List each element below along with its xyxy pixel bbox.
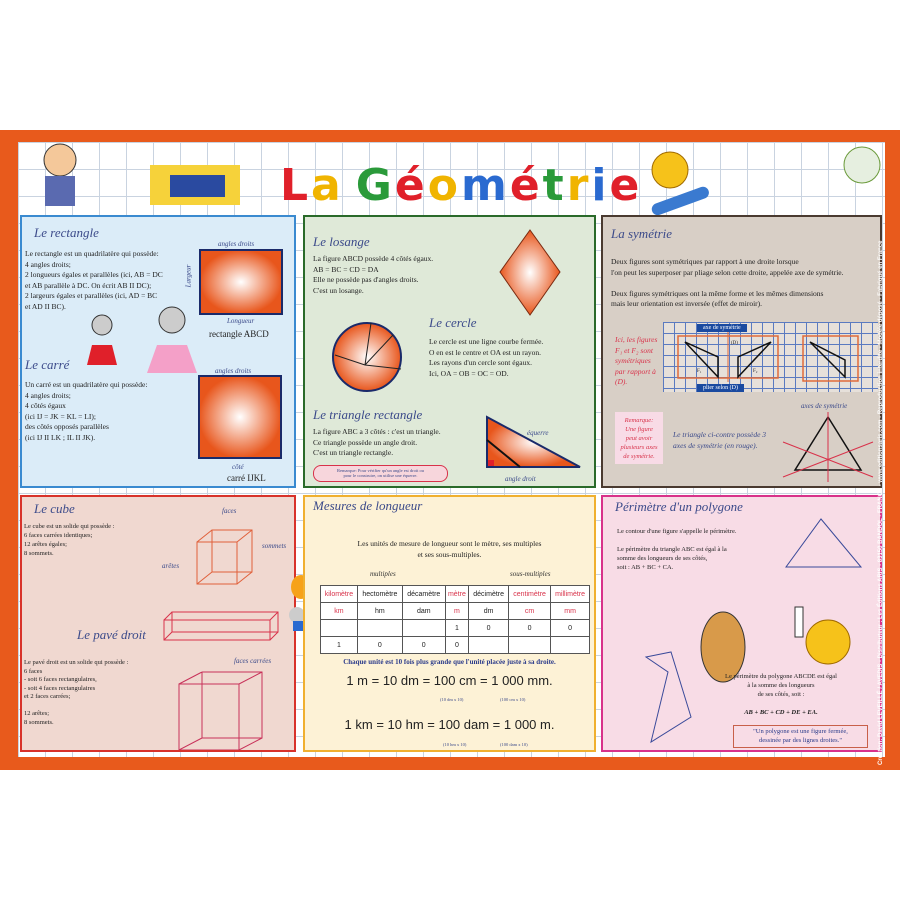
polygon-abcde-figure xyxy=(641,647,721,747)
rule-text: Chaque unité est 10 fois plus grande que l'unité placée juste à sa droite. xyxy=(343,658,556,666)
label-d: (D) xyxy=(731,341,738,346)
triangle-text: La figure ABC a 3 côtés : c'est un triangle. Ce triangle possède un angle droit. C'est un triangle rectangle. xyxy=(313,427,441,457)
cercle-text: Le cercle est une ligne courbe fermée. O en est le centre et OA est un rayon. Les rayons d'un cercle sont égaux. Ici, OA = OB = OC = OD. xyxy=(429,337,544,378)
heading-triangle-rectangle: Le triangle rectangle xyxy=(313,407,423,422)
heading-rectangle: Le rectangle xyxy=(34,225,99,240)
units-table xyxy=(320,585,590,654)
table-row-abbr: km hm dam m dm cm mm xyxy=(321,603,590,620)
panel-perimetre xyxy=(601,495,882,752)
label-axes-symetrie: axes de symétrie xyxy=(801,402,848,410)
businessman-illustration xyxy=(44,144,76,206)
panel-mesures xyxy=(303,495,596,752)
symetrie-text: Deux figures sont symétriques par rapport à une droite lorsque l'on peut les superposer par pliage selon cette droite, appelée axe de symétrie. Deux figures symétriques ont la même forme et les mêmes dimensions mais leur orientation est inversée (effet de miroir). xyxy=(611,257,844,308)
heading-mesures: Mesures de longueur xyxy=(313,498,423,513)
remark-symetrie: Remarque: Une figure peut avoir plusieurs axes de symétrie. xyxy=(615,412,663,464)
square-figure xyxy=(197,372,287,462)
polygone-text: Le périmètre du polygone ABCDE est égal à la somme des longueurs de ses côtés, soit : AB + BC + CD + DE + EA. xyxy=(725,673,837,716)
label-faces-carrees: faces carrées xyxy=(234,657,272,665)
smiley-skateboard-illustration xyxy=(650,152,710,217)
label-cote: côté xyxy=(232,463,244,471)
perimetre-text: Le contour d'une figure s'appelle le périmètre. Le périmètre du triangle ABC est égal à la somme des longueurs de ses côtés, soit : AB + BC + CA. xyxy=(617,528,737,571)
square-prism-figure xyxy=(177,672,267,752)
pave-text: Le pavé droit est un solide qui possède : 6 faces - soit 6 faces rectangulaires, - soit 4 faces rectangulaires et 2 faces carrées; 12 arêtes; 8 sommets. xyxy=(24,659,129,726)
label-aretes: arêtes xyxy=(162,562,180,570)
label-f2: F₂ xyxy=(753,369,758,374)
credits-vertical-text: Création: David LEVEILLÉ / AVEDIS - Distributeur : Les Éditions ARIS - 83150 BANDOL - FRANCE - www.editionsaris.com - Reproduction interdite - Modèle déposé - Fabriqué en France xyxy=(878,240,884,765)
equation-kilometre: 1 km = 10 hm = 100 dam = 1 000 m. xyxy=(344,717,555,732)
note-eq1-b: (100 cm x 10) xyxy=(500,697,526,702)
heading-cercle: Le cercle xyxy=(429,315,477,330)
note-eq2-b: (100 dam x 10) xyxy=(500,742,528,747)
panel-symetrie xyxy=(601,215,882,488)
triangle-symetrie-text: Le triangle ci-contre possède 3 axes de symétrie (en rouge). xyxy=(673,430,767,450)
panel-losange-cercle-triangle xyxy=(303,215,596,488)
heading-carre: Le carré xyxy=(25,357,70,372)
circle-figure xyxy=(331,317,411,397)
header-illustrations xyxy=(0,0,900,215)
heading-symetrie: La symétrie xyxy=(611,226,673,241)
label-f1: F₁ xyxy=(697,369,702,374)
remark-equerre: Remarque: Pour vérifier qu'un angle est droit ou pour le construire, on utilise une équerre. xyxy=(313,465,448,482)
caption-carre: carré IJKL xyxy=(227,473,266,483)
pave-figure xyxy=(162,612,282,642)
race-car-illustration xyxy=(150,165,240,205)
mesures-intro: Les unités de mesure de longueur sont le mètre, ses multiples et ses sous-multiples. xyxy=(357,539,542,559)
carre-text: Un carré est un quadrilatère qui possède: 4 angles droits; 4 côtés égaux (ici IJ = JK = KL = LI); des côtés opposés parallèles (ici IJ II LK ; IL II JK). xyxy=(25,380,148,442)
triangle-axes-figure xyxy=(783,412,873,482)
label-angles-droits: angles droits xyxy=(218,240,255,248)
logo-badge xyxy=(844,147,880,183)
table-row-metre: 1 0 0 0 xyxy=(321,620,590,637)
label-angles-droits-carre: angles droits xyxy=(215,367,252,375)
label-plier-selon: plier selon (D) xyxy=(697,384,744,392)
heading-losange: Le losange xyxy=(313,234,370,249)
label-equerre: équerre xyxy=(527,429,549,437)
losange-text: La figure ABCD possède 4 côtés égaux. AB = BC = CD = DA Elle ne possède pas d'angles droits. C'est un losange. xyxy=(313,254,434,295)
label-axe-symetrie: axe de symétrie xyxy=(697,324,747,332)
table-row-units: kilomètre hectomètre décamètre mètre décimètre centimètre millimètre xyxy=(321,586,590,603)
page-title: La Géométrie xyxy=(280,160,643,211)
caption-rectangle: rectangle ABCD xyxy=(209,329,269,339)
label-multiples: multiples xyxy=(370,570,396,578)
label-longueur: Longueur xyxy=(227,317,255,325)
note-eq1-a: (10 dm x 10) xyxy=(440,697,464,702)
panel-cube-pave xyxy=(20,495,296,752)
label-faces: faces xyxy=(222,507,237,515)
label-sommets: sommets xyxy=(262,542,287,550)
triangle-abc-figure xyxy=(781,517,871,577)
quote-polygone: "Un polygone est une figure fermée, dessinée par des lignes droites." xyxy=(733,725,868,748)
mice-illustration xyxy=(72,305,202,385)
heading-perimetre: Périmètre d'un polygone xyxy=(615,499,743,514)
label-largeur: Largeur xyxy=(184,264,193,288)
heading-pave: Le pavé droit xyxy=(77,627,146,642)
label-angle-droit: angle droit xyxy=(505,475,536,483)
panel-rectangle-carre xyxy=(20,215,296,488)
rhombus-figure xyxy=(495,225,565,315)
right-triangle-figure xyxy=(485,415,585,475)
equation-metre: 1 m = 10 dm = 100 cm = 1 000 mm. xyxy=(346,673,553,688)
label-sous-multiples: sous-multiples xyxy=(510,570,551,578)
cube-figure xyxy=(192,522,272,592)
note-eq2-a: (10 hm x 10) xyxy=(443,742,467,747)
cube-text: Le cube est un solide qui possède : 6 faces carrées identiques; 12 arêtes égales; 8 sommets. xyxy=(24,523,115,557)
symmetry-grid-figure xyxy=(663,322,878,392)
symetrie-side-note: Ici, les figures F₁ et F₂ sont symétriques par rapport à (D). xyxy=(615,335,658,386)
rectangle-text: Le rectangle est un quadrilatère qui possède: 4 angles droits; 2 longueurs égales et parallèles (ici, AB = DC et AB parallèle à DC. On écrit AB II DC); 2 largeurs égales et parallèles (ici, AD = BC et AD II BC). xyxy=(25,249,163,311)
table-row-km: 1 0 0 0 xyxy=(321,637,590,654)
heading-cube: Le cube xyxy=(34,501,75,516)
